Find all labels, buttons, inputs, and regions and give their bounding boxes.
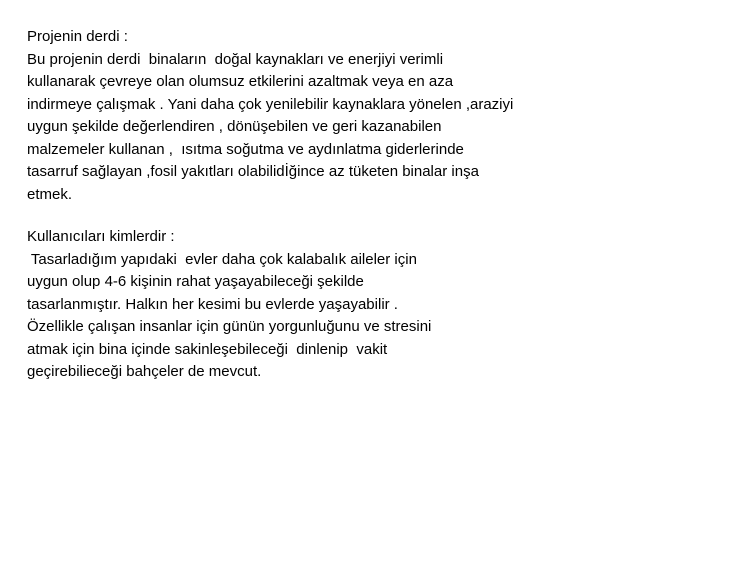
project-purpose-section (27, 26, 750, 206)
text-line: uygun şekilde değerlendiren , dönüşebilen ve geri kazanabilen (27, 118, 442, 135)
project-purpose-heading: Projenin derdi : (27, 28, 128, 45)
text-line: etmek. (27, 185, 73, 203)
users-heading: Kullanıcıları kimlerdir : (27, 228, 175, 245)
text-line: indirmeye çalışmak . Yani daha çok yenilebilir kaynaklara yönelen ,araziyi (27, 95, 514, 113)
text-line: atmak için bina içinde sakinleşebileceği dinlenip vakit (27, 340, 388, 358)
users-section (27, 226, 750, 384)
text-line: Özellikle çalışan insanlar için günün yorgunluğunu ve stresini (27, 318, 432, 335)
text-line: Tasarladığım yapıdaki evler daha çok kalabalık aileler için (27, 250, 417, 268)
text-line: uygun olup 4-6 kişinin rahat yaşayabileceği şekilde (27, 273, 364, 290)
text-line: malzemeler kullanan , ısıtma soğutma ve aydınlatma giderlerinde (27, 140, 464, 158)
text-line: kullanarak çevreye olan olumsuz etkilerini azaltmak veya en aza (27, 73, 454, 90)
text-line: Bu projenin derdi binaların doğal kaynakları ve enerjiyi verimli (27, 50, 444, 68)
text-line: tasarlanmıştır. Halkın her kesimi bu evlerde yaşayabilir . (27, 295, 398, 313)
text-line: tasarruf sağlayan ,fosil yakıtları olabilidİğince az tüketen binalar inşa (27, 163, 479, 180)
text-line: geçirebilieceği bahçeler de mevcut. (27, 363, 262, 380)
